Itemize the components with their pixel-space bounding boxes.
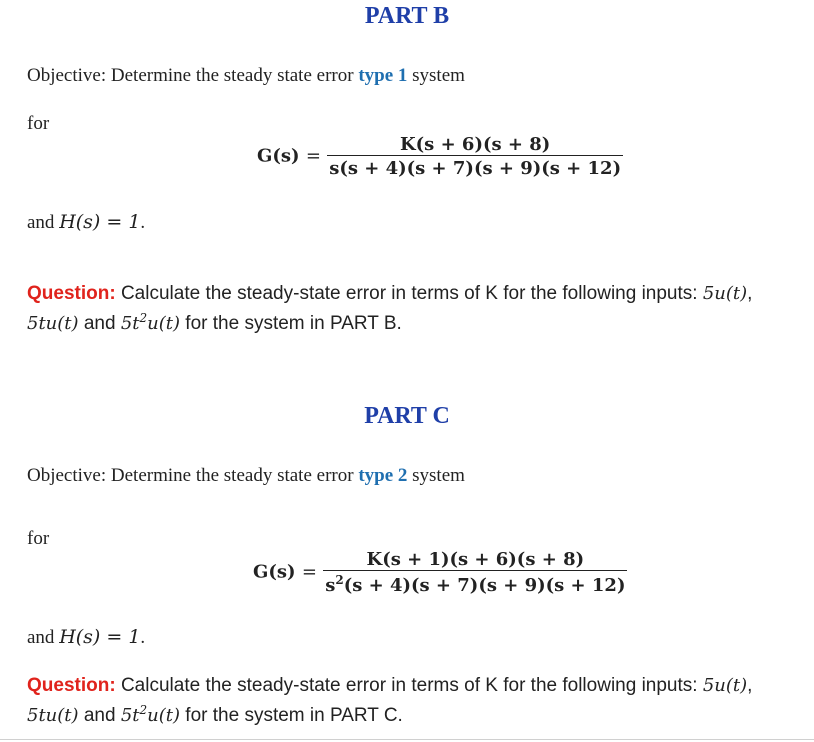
objective-prefix: Objective: Determine the steady state error <box>27 65 359 86</box>
part-b-objective <box>27 65 465 87</box>
part-c-h-statement <box>27 626 145 649</box>
input-step: 5u(t) <box>702 283 748 304</box>
question-text: Calculate the steady-state error in terms of K for the following inputs: <box>115 283 703 304</box>
objective-prefix: Objective: Determine the steady state error <box>27 465 359 486</box>
question-label: Question: <box>27 675 116 696</box>
part-c-question <box>27 673 807 728</box>
part-c-heading: PART C <box>364 403 450 429</box>
part-b-heading: PART B <box>364 3 450 29</box>
type-label: type 1 <box>358 65 408 86</box>
g-numerator: K(s + 6)(s + 8) <box>400 134 551 155</box>
objective-suffix: system <box>407 465 465 486</box>
input-ramp: 5tu(t) <box>27 705 79 726</box>
and-word: and <box>78 313 121 334</box>
g-lhs: G(s) <box>257 145 300 167</box>
separator: , <box>747 283 753 304</box>
part-c-for-label: for <box>27 528 50 549</box>
denominator-rest: (s + 4)(s + 7)(s + 9)(s + 12) <box>343 575 626 596</box>
parabola-base: 5t <box>120 313 140 334</box>
g-lhs: G(s) <box>253 561 296 583</box>
part-b-transfer-function <box>257 134 623 179</box>
h-prefix: and <box>27 627 60 648</box>
part-b-question <box>27 281 807 336</box>
question-label: Question: <box>27 283 116 304</box>
h-math: H(s) = 1 <box>59 211 141 233</box>
g-denominator: s(s + 4)(s + 7)(s + 9)(s + 12) <box>327 155 623 179</box>
denominator-base: s <box>325 575 336 596</box>
denominator-exponent: 2 <box>335 573 344 587</box>
parabola-exponent: 2 <box>139 311 148 325</box>
g-denominator <box>323 570 627 596</box>
part-c-transfer-function <box>253 549 627 596</box>
objective-suffix: system <box>407 65 465 86</box>
and-word: and <box>78 705 121 726</box>
question-end: for the system in PART C. <box>180 705 403 726</box>
equals-sign: = <box>301 561 317 583</box>
h-prefix: and <box>27 212 60 233</box>
part-b-for-label: for <box>27 113 50 134</box>
bottom-divider <box>0 739 814 740</box>
type-label: type 2 <box>358 465 408 486</box>
h-suffix: . <box>140 627 146 648</box>
h-suffix: . <box>140 212 146 233</box>
input-ramp: 5tu(t) <box>27 313 79 334</box>
part-c-objective <box>27 465 465 487</box>
g-numerator: K(s + 1)(s + 6)(s + 8) <box>366 549 585 570</box>
question-end: for the system in PART B. <box>180 313 402 334</box>
g-fraction <box>323 549 627 596</box>
equals-sign: = <box>305 145 321 167</box>
part-b-h-statement <box>27 211 145 234</box>
separator: , <box>747 675 753 696</box>
input-parabola <box>121 313 180 334</box>
input-step: 5u(t) <box>702 675 748 696</box>
parabola-base: 5t <box>120 705 140 726</box>
h-math: H(s) = 1 <box>59 626 141 648</box>
g-fraction <box>327 134 623 179</box>
question-text: Calculate the steady-state error in terms of K for the following inputs: <box>115 675 703 696</box>
input-parabola <box>121 705 180 726</box>
parabola-tail: u(t) <box>147 313 181 334</box>
parabola-exponent: 2 <box>139 703 148 717</box>
parabola-tail: u(t) <box>147 705 181 726</box>
